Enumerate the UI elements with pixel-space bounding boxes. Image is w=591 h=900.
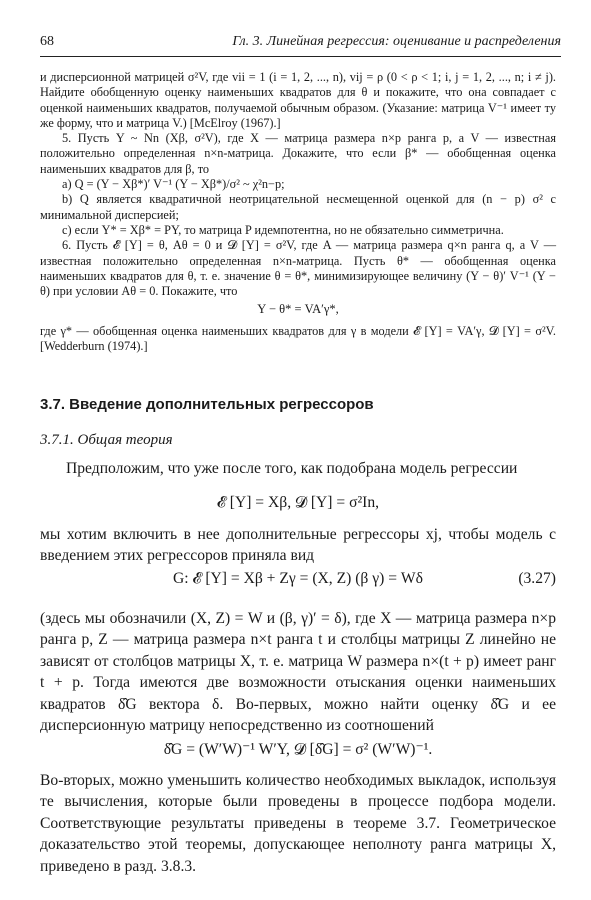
- exercise-4-continuation: и дисперсионной матрицей σ²V, где vii = 1 (i = 1, 2, ..., n), vij = ρ (0 < ρ < 1; i, j = 1, 2, ..., n; i ≠ j). Найдите обобщенную оценку наименьших квадратов для θ и покажите, что она совпадает с оценкой наименьших квадратов, получаемой обычным образом. (Указание: матрица V⁻¹ имеет ту же форму, что и матрица V.) [McElroy (1967).]: [40, 70, 556, 130]
- exercise-6-conclusion: где γ* — обобщенная оценка наименьших квадратов для γ в модели 𝓔 [Y] = VA′γ, 𝓓 [Y] = σ²V. [Wedderburn (1974).]: [40, 323, 556, 354]
- equation-delta-estimate: δ̂G = (W′W)⁻¹ W′Y, 𝓓 [δ̂G] = σ² (W′W)⁻¹.: [163, 741, 433, 758]
- exercise-6-equation: Y − θ* = VA′γ*,: [257, 302, 339, 317]
- exercise-5-item-c: c) если Y* = Xβ* = PY, то матрица P идемпотентна, но не обязательно симметрична.: [62, 222, 504, 237]
- exercise-5-intro: 5. Пусть Y ~ Nn (Xβ, σ²V), где X — матрица размера n×p ранга p, a V — известная положительно определенная n×n-матрица. Докажите, что если β* — обобщенная оценка наименьших квадратов для β, то: [40, 131, 556, 176]
- equation-number: (3.27): [518, 570, 556, 587]
- exercise-5-item-a: a) Q = (Y − Xβ*)′ V⁻¹ (Y − Xβ*)/σ² ~ χ²n−p;: [62, 177, 285, 192]
- exercises-block: [40, 70, 556, 354]
- paragraph-1: Предположим, что уже после того, как подобрана модель регрессии: [66, 460, 518, 477]
- exercise-5-item-b: b) Q является квадратичной неотрицательной несмещенной оценкой для (n − p) σ² с минимальной дисперсией;: [40, 192, 556, 222]
- equation-base-model: 𝓔 [Y] = Xβ, 𝓓 [Y] = σ²In,: [216, 494, 380, 511]
- page-number: 68: [40, 34, 54, 49]
- running-header: [40, 34, 561, 57]
- paragraph-intro: [40, 458, 556, 479]
- equation-3-27-row: [40, 570, 556, 588]
- paragraph-3: (здесь мы обозначили (X, Z) = W и (β, γ)′ = δ), где X — матрица размера n×p ранга p, Z — матрица размера n×t ранга t и столбцы матрицы Z линейно не зависят от столбцов матрицы X, т. е. матрица W размера n×(t + p) имеет ранг t + p. Тогда имеются две возможности отыскания оценки наименьших квадратов δ̂G вектора δ. Во-первых, можно найти оценку δ̂G и ее дисперсионную матрицу непосредственно из соотношений: [40, 610, 556, 735]
- subsection-heading: 3.7.1. Общая теория: [40, 432, 173, 448]
- section-heading: 3.7. Введение дополнительных регрессоров: [40, 396, 374, 413]
- paragraph-definitions: [40, 608, 556, 736]
- exercise-6-intro: 6. Пусть 𝓔 [Y] = θ, Aθ = 0 и 𝓓 [Y] = σ²V, где A — матрица размера q×n ранга q, a V — известная положительно определенная n×n-матрица. Пусть θ* — обобщенная оценка наименьших квадратов для θ, т. е. значение θ = θ*, минимизирующее величину (Y − θ)′ V⁻¹ (Y − θ) при условии Aθ = 0. Покажите, что: [40, 238, 556, 299]
- running-title: Гл. 3. Линейная регрессия: оценивание и распределения: [232, 34, 561, 49]
- paragraph-4: Во-вторых, можно уменьшить количество необходимых выкладок, используя те вычисления, которые были проведены в процессе подбора модели. Соответствующие результаты приведены в теореме 3.7. Геометрическое доказательство этой теоремы, допускающее неполноту ранга матрицы X, приведено в разд. 3.8.3.: [40, 772, 556, 875]
- paragraph-2: мы хотим включить в нее дополнительные регрессоры xj, чтобы модель с введением этих регрессоров приняла вид: [40, 526, 556, 565]
- equation-extended-model: G: 𝓔 [Y] = Xβ + Zγ = (X, Z) (β γ) = Wδ: [173, 570, 423, 587]
- paragraph-second-method: [40, 770, 556, 877]
- paragraph-extension: [40, 524, 556, 567]
